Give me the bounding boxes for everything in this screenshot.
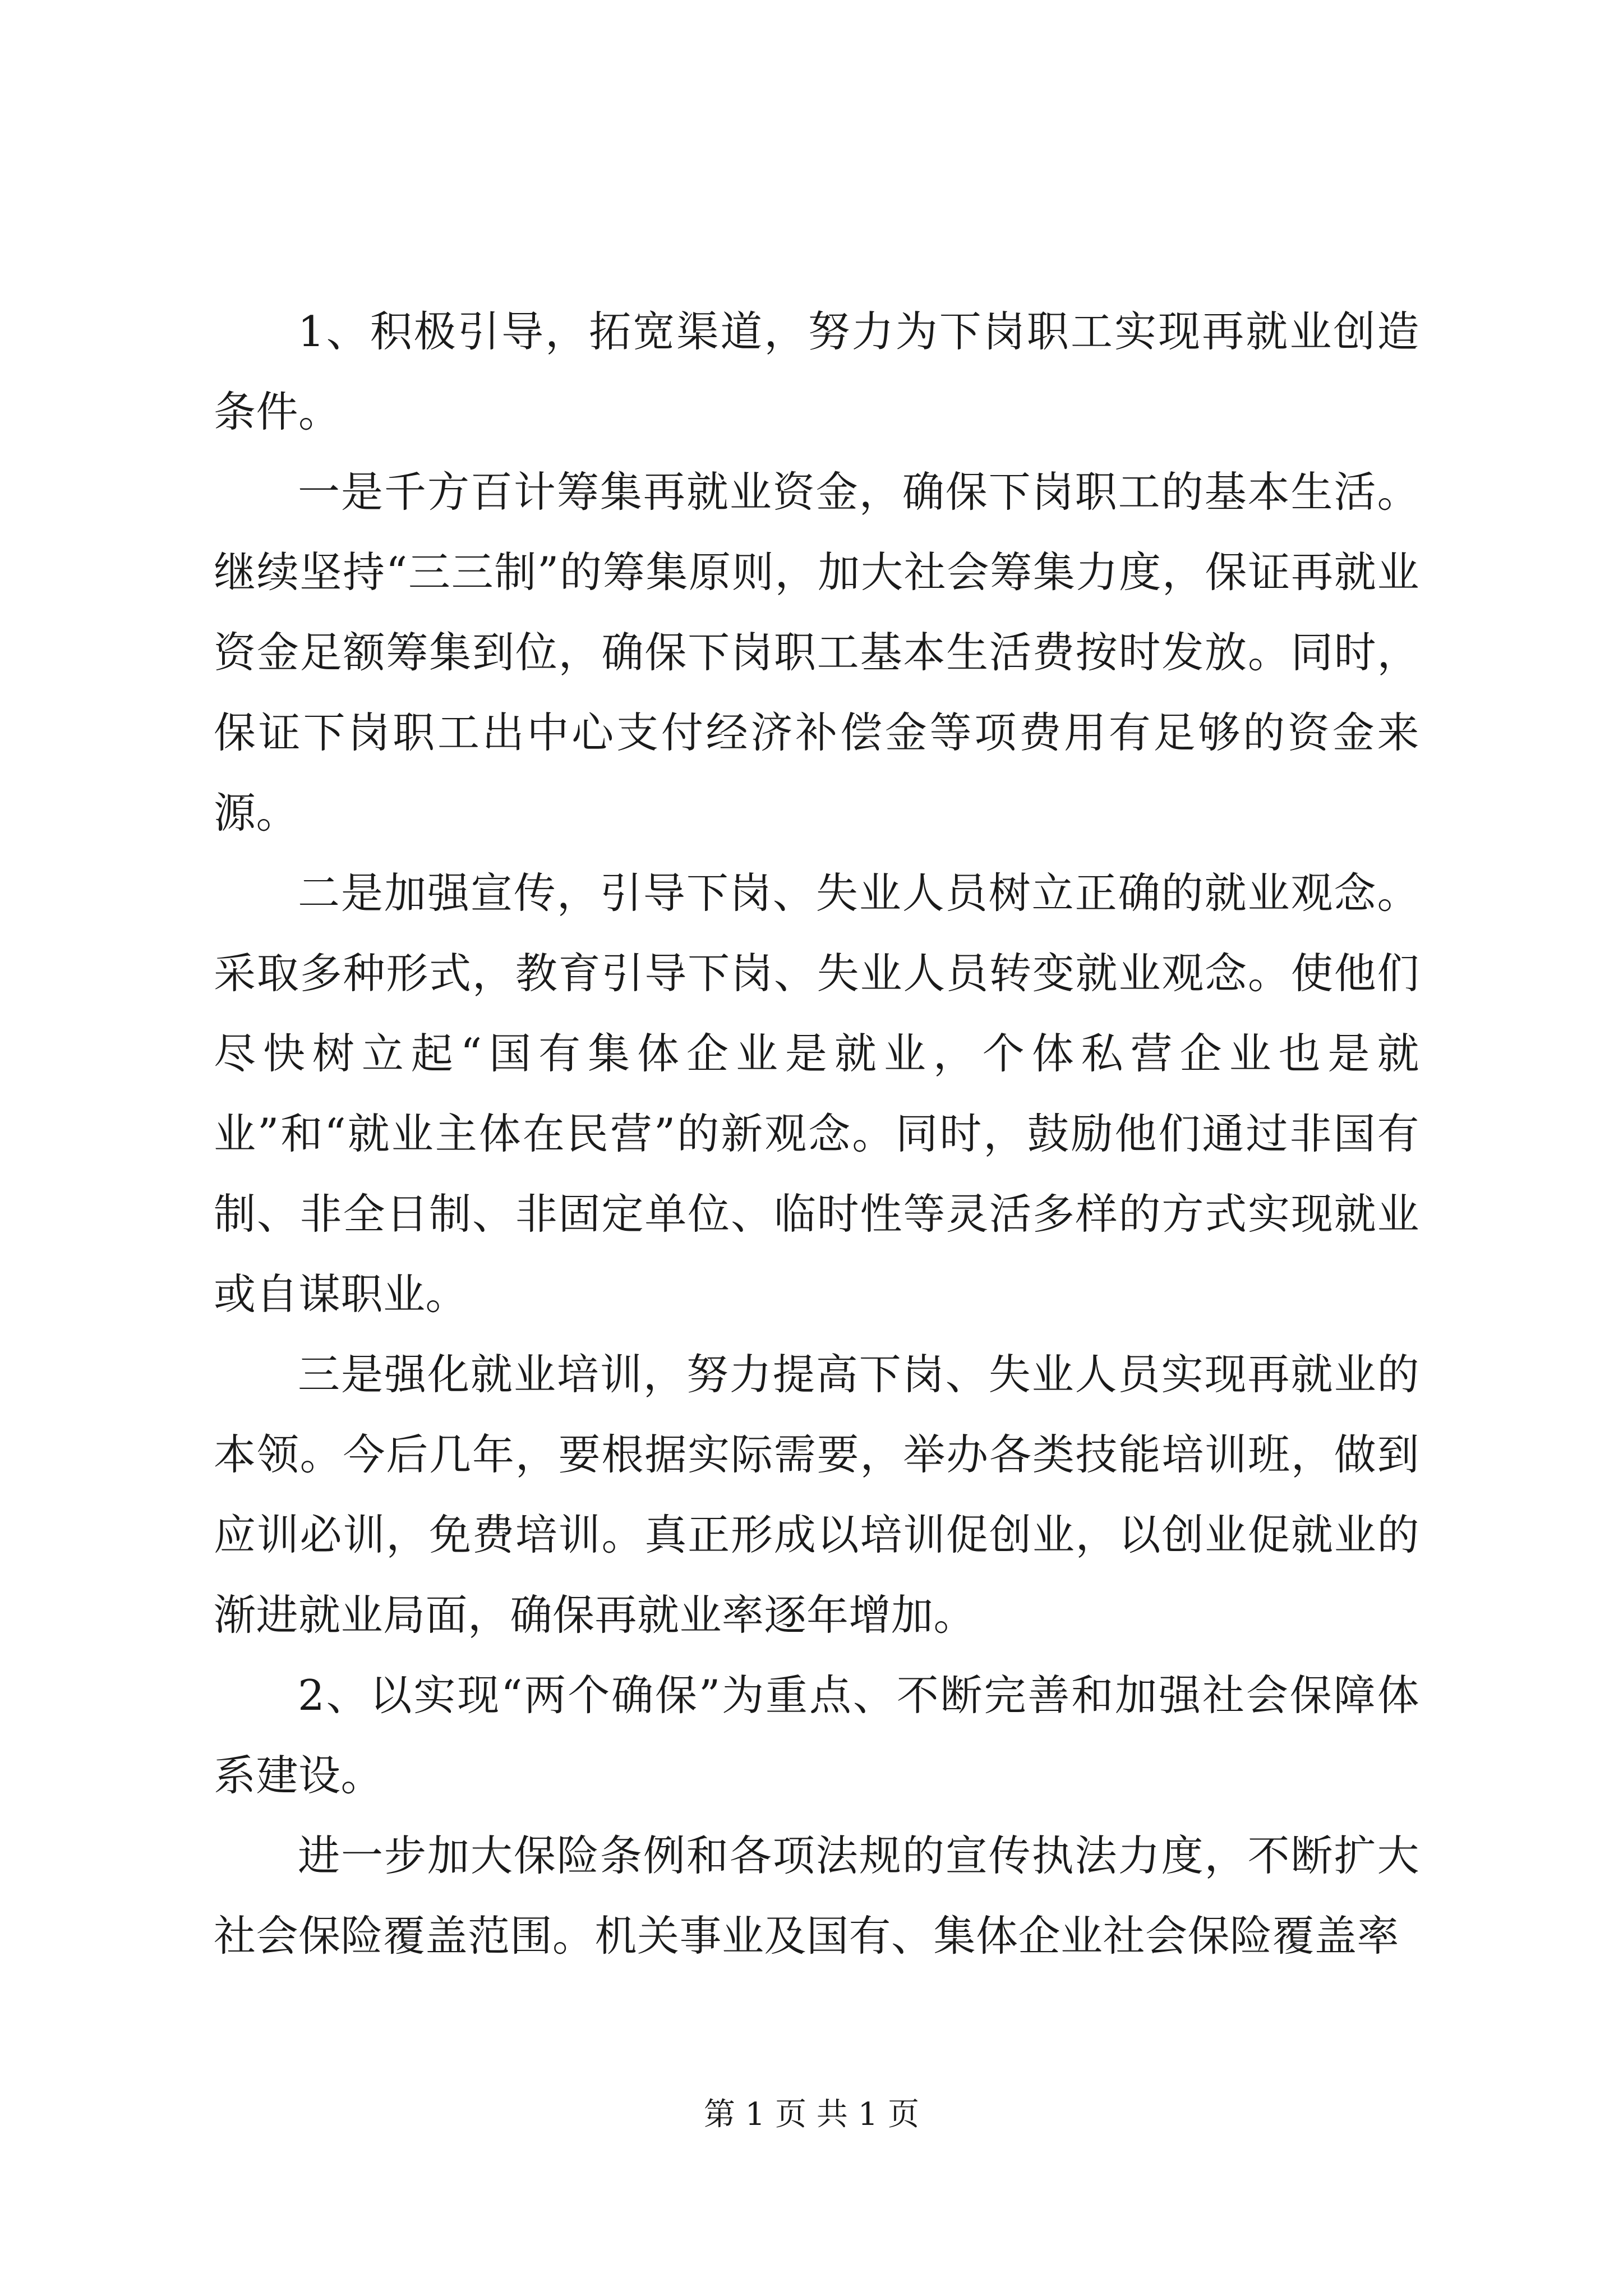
- document-body: [214, 292, 1419, 1976]
- paragraph-2: 一是千方百计筹集再就业资金，确保下岗职工的基本生活。继续坚持“三三制”的筹集原则，加大社会筹集力度，保证再就业资金足额筹集到位，确保下岗职工基本生活费按时发放。同时，保证下岗职工出中心支付经济补偿金等项费用有足够的资金来源。: [214, 467, 1419, 838]
- paragraph-4: 三是强化就业培训，努力提高下岗、失业人员实现再就业的本领。今后几年，要根据实际需要，举办各类技能培训班，做到应训必训，免费培训。真正形成以培训促创业，以创业促就业的渐进就业局面，确保再就业率逐年增加。: [214, 1350, 1419, 1640]
- paragraph-3: 二是加强宣传，引导下岗、失业人员树立正确的就业观念。采取多种形式，教育引导下岗、失业人员转变就业观念。使他们尽快树立起“国有集体企业是就业，个体私营企业也是就业”和“就业主体在民营”的新观念。同时，鼓励他们通过非国有制、非全日制、非固定单位、临时性等灵活多样的方式实现就业或自谋职业。: [214, 868, 1419, 1319]
- page-footer: [0, 2092, 1623, 2137]
- paragraph-1: 1、积极引导，拓宽渠道，努力为下岗职工实现再就业创造条件。: [214, 307, 1419, 436]
- paragraph-5: 2、以实现“两个确保”为重点、不断完善和加强社会保障体系建设。: [214, 1671, 1419, 1800]
- paragraph-6: 进一步加大保险条例和各项法规的宣传执法力度，不断扩大社会保险覆盖范围。机关事业及国有、集体企业社会保险覆盖率: [214, 1831, 1419, 1961]
- page-number-label: 第 1 页 共 1 页: [703, 2096, 920, 2133]
